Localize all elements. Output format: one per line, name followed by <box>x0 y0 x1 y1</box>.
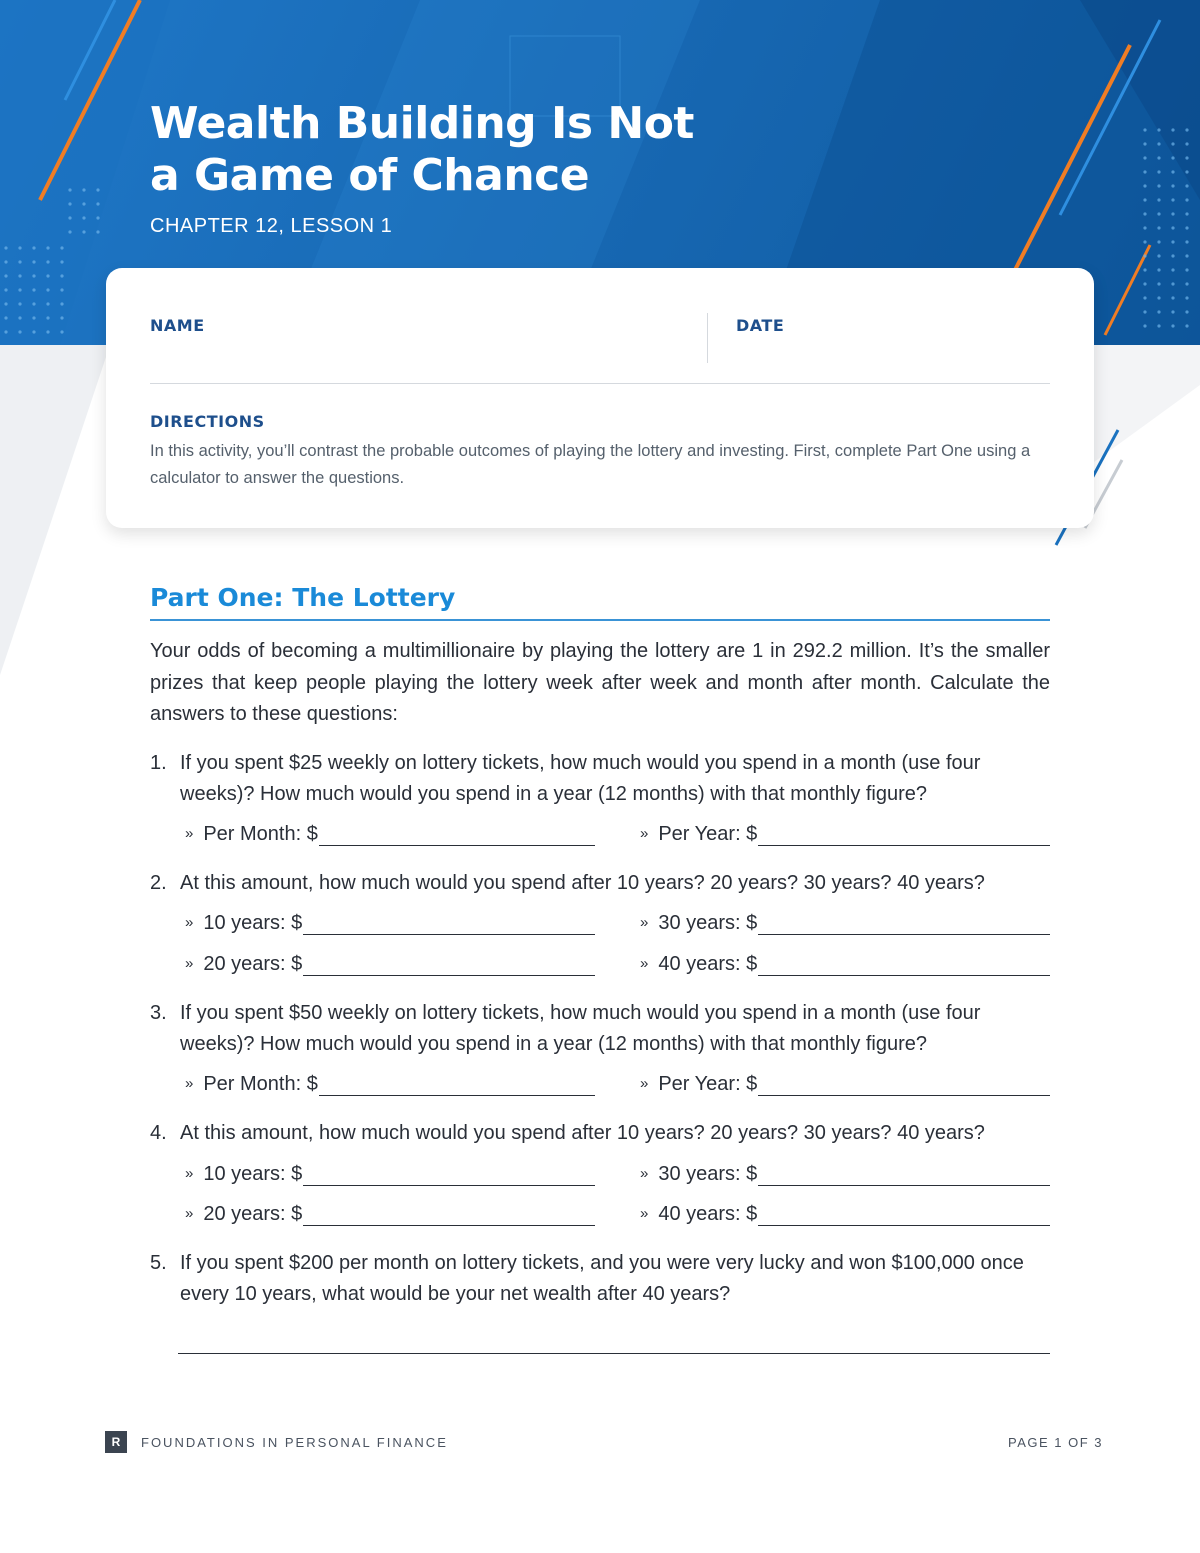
question-4 <box>150 1118 1050 1149</box>
blank-line[interactable] <box>319 823 595 846</box>
card-divider <box>150 383 1050 384</box>
field-divider <box>707 313 708 363</box>
title-line-1: Wealth Building Is Not <box>150 98 694 149</box>
bullet-icon: » <box>640 1075 649 1092</box>
answer-blank-30-years[interactable] <box>640 1162 1050 1186</box>
bullet-icon: » <box>640 1165 649 1182</box>
blank-line[interactable] <box>319 1073 595 1096</box>
blank-label: 20 years: $ <box>203 953 303 975</box>
question-3 <box>150 998 1050 1060</box>
blank-line[interactable] <box>758 1073 1050 1096</box>
date-label: DATE <box>736 316 785 335</box>
bullet-icon: » <box>640 825 649 842</box>
blank-label: 10 years: $ <box>203 912 303 934</box>
question-number: 2. <box>150 872 167 894</box>
directions-text: In this activity, you’ll contrast the probable outcomes of playing the lottery and investing. First, complete Part One using a calculator to answer the questions. <box>150 442 1031 487</box>
answer-blank-per-month[interactable] <box>185 1072 595 1096</box>
answer-blank-40-years[interactable] <box>640 1202 1050 1226</box>
blank-label: 40 years: $ <box>658 1203 758 1225</box>
bullet-icon: » <box>185 825 194 842</box>
blank-line[interactable] <box>758 1163 1050 1186</box>
answer-blank-10-years[interactable] <box>185 1162 595 1186</box>
ramsey-logo-icon: R <box>105 1431 127 1453</box>
answer-blank-per-year[interactable] <box>640 1072 1050 1096</box>
blank-line[interactable] <box>303 912 595 935</box>
part-one-title: Part One: The Lottery <box>150 583 456 612</box>
blank-label: Per Year: $ <box>658 823 758 845</box>
footer-course-name: FOUNDATIONS IN PERSONAL FINANCE <box>141 1435 448 1450</box>
blank-label: Per Year: $ <box>658 1073 758 1095</box>
bullet-icon: » <box>185 955 194 972</box>
question-text: If you spent $50 weekly on lottery tickets, how much would you spend in a month (use four weeks)? How much would you spend in a year (12 months) with that monthly figure? <box>180 1002 981 1055</box>
part-one-rule <box>150 619 1050 621</box>
blank-line[interactable] <box>303 1203 595 1226</box>
name-label: NAME <box>150 316 205 335</box>
blank-label: 30 years: $ <box>658 1163 758 1185</box>
chapter-subtitle: CHAPTER 12, LESSON 1 <box>150 215 393 237</box>
directions-label: DIRECTIONS <box>150 412 265 431</box>
answer-blank-per-month[interactable] <box>185 822 595 846</box>
bullet-icon: » <box>185 1205 194 1222</box>
bullet-icon: » <box>185 914 194 931</box>
bullet-icon: » <box>640 1205 649 1222</box>
blank-line[interactable] <box>758 953 1050 976</box>
question-2 <box>150 868 1050 899</box>
blank-label: 10 years: $ <box>203 1163 303 1185</box>
question-text: If you spent $25 weekly on lottery tickets, how much would you spend in a month (use four weeks)? How much would you spend in a year (12 months) with that monthly figure? <box>180 752 981 805</box>
question-number: 4. <box>150 1122 167 1144</box>
blank-line[interactable] <box>303 953 595 976</box>
blank-line[interactable] <box>758 912 1050 935</box>
blank-label: Per Month: $ <box>203 823 318 845</box>
blank-line[interactable] <box>758 1203 1050 1226</box>
question-text: At this amount, how much would you spend after 10 years? 20 years? 30 years? 40 years? <box>180 1122 985 1144</box>
bullet-icon: » <box>640 914 649 931</box>
answer-blank-40-years[interactable] <box>640 952 1050 976</box>
question-number: 3. <box>150 1002 167 1024</box>
blank-label: 40 years: $ <box>658 953 758 975</box>
blank-label: Per Month: $ <box>203 1073 318 1095</box>
title-line-2: a Game of Chance <box>150 150 590 201</box>
bullet-icon: » <box>185 1165 194 1182</box>
answer-blank-20-years[interactable] <box>185 952 595 976</box>
question-number: 1. <box>150 752 167 774</box>
question-text: If you spent $200 per month on lottery tickets, and you were very lucky and won $100,000 once every 10 years, what would be your net wealth after 40 years? <box>180 1252 1024 1305</box>
answer-blank-per-year[interactable] <box>640 822 1050 846</box>
part-one-intro: Your odds of becoming a multimillionaire by playing the lottery are 1 in 292.2 million. It’s the smaller prizes that keep people playing the lottery week after week and month after month. Calculate the answers to these questions: <box>150 640 1050 725</box>
blank-label: 20 years: $ <box>203 1203 303 1225</box>
page-number: PAGE 1 OF 3 <box>1008 1435 1104 1450</box>
bullet-icon: » <box>185 1075 194 1092</box>
page-title <box>150 98 694 202</box>
answer-blank-20-years[interactable] <box>185 1202 595 1226</box>
question-1 <box>150 748 1050 810</box>
question-text: At this amount, how much would you spend after 10 years? 20 years? 30 years? 40 years? <box>180 872 985 894</box>
bullet-icon: » <box>640 955 649 972</box>
blank-line[interactable] <box>303 1163 595 1186</box>
answer-blank-30-years[interactable] <box>640 911 1050 935</box>
answer-line-question-5[interactable] <box>178 1353 1050 1354</box>
student-info-card <box>106 268 1094 528</box>
question-number: 5. <box>150 1252 167 1274</box>
blank-label: 30 years: $ <box>658 912 758 934</box>
answer-blank-10-years[interactable] <box>185 911 595 935</box>
blank-line[interactable] <box>758 823 1050 846</box>
question-5 <box>150 1248 1050 1310</box>
